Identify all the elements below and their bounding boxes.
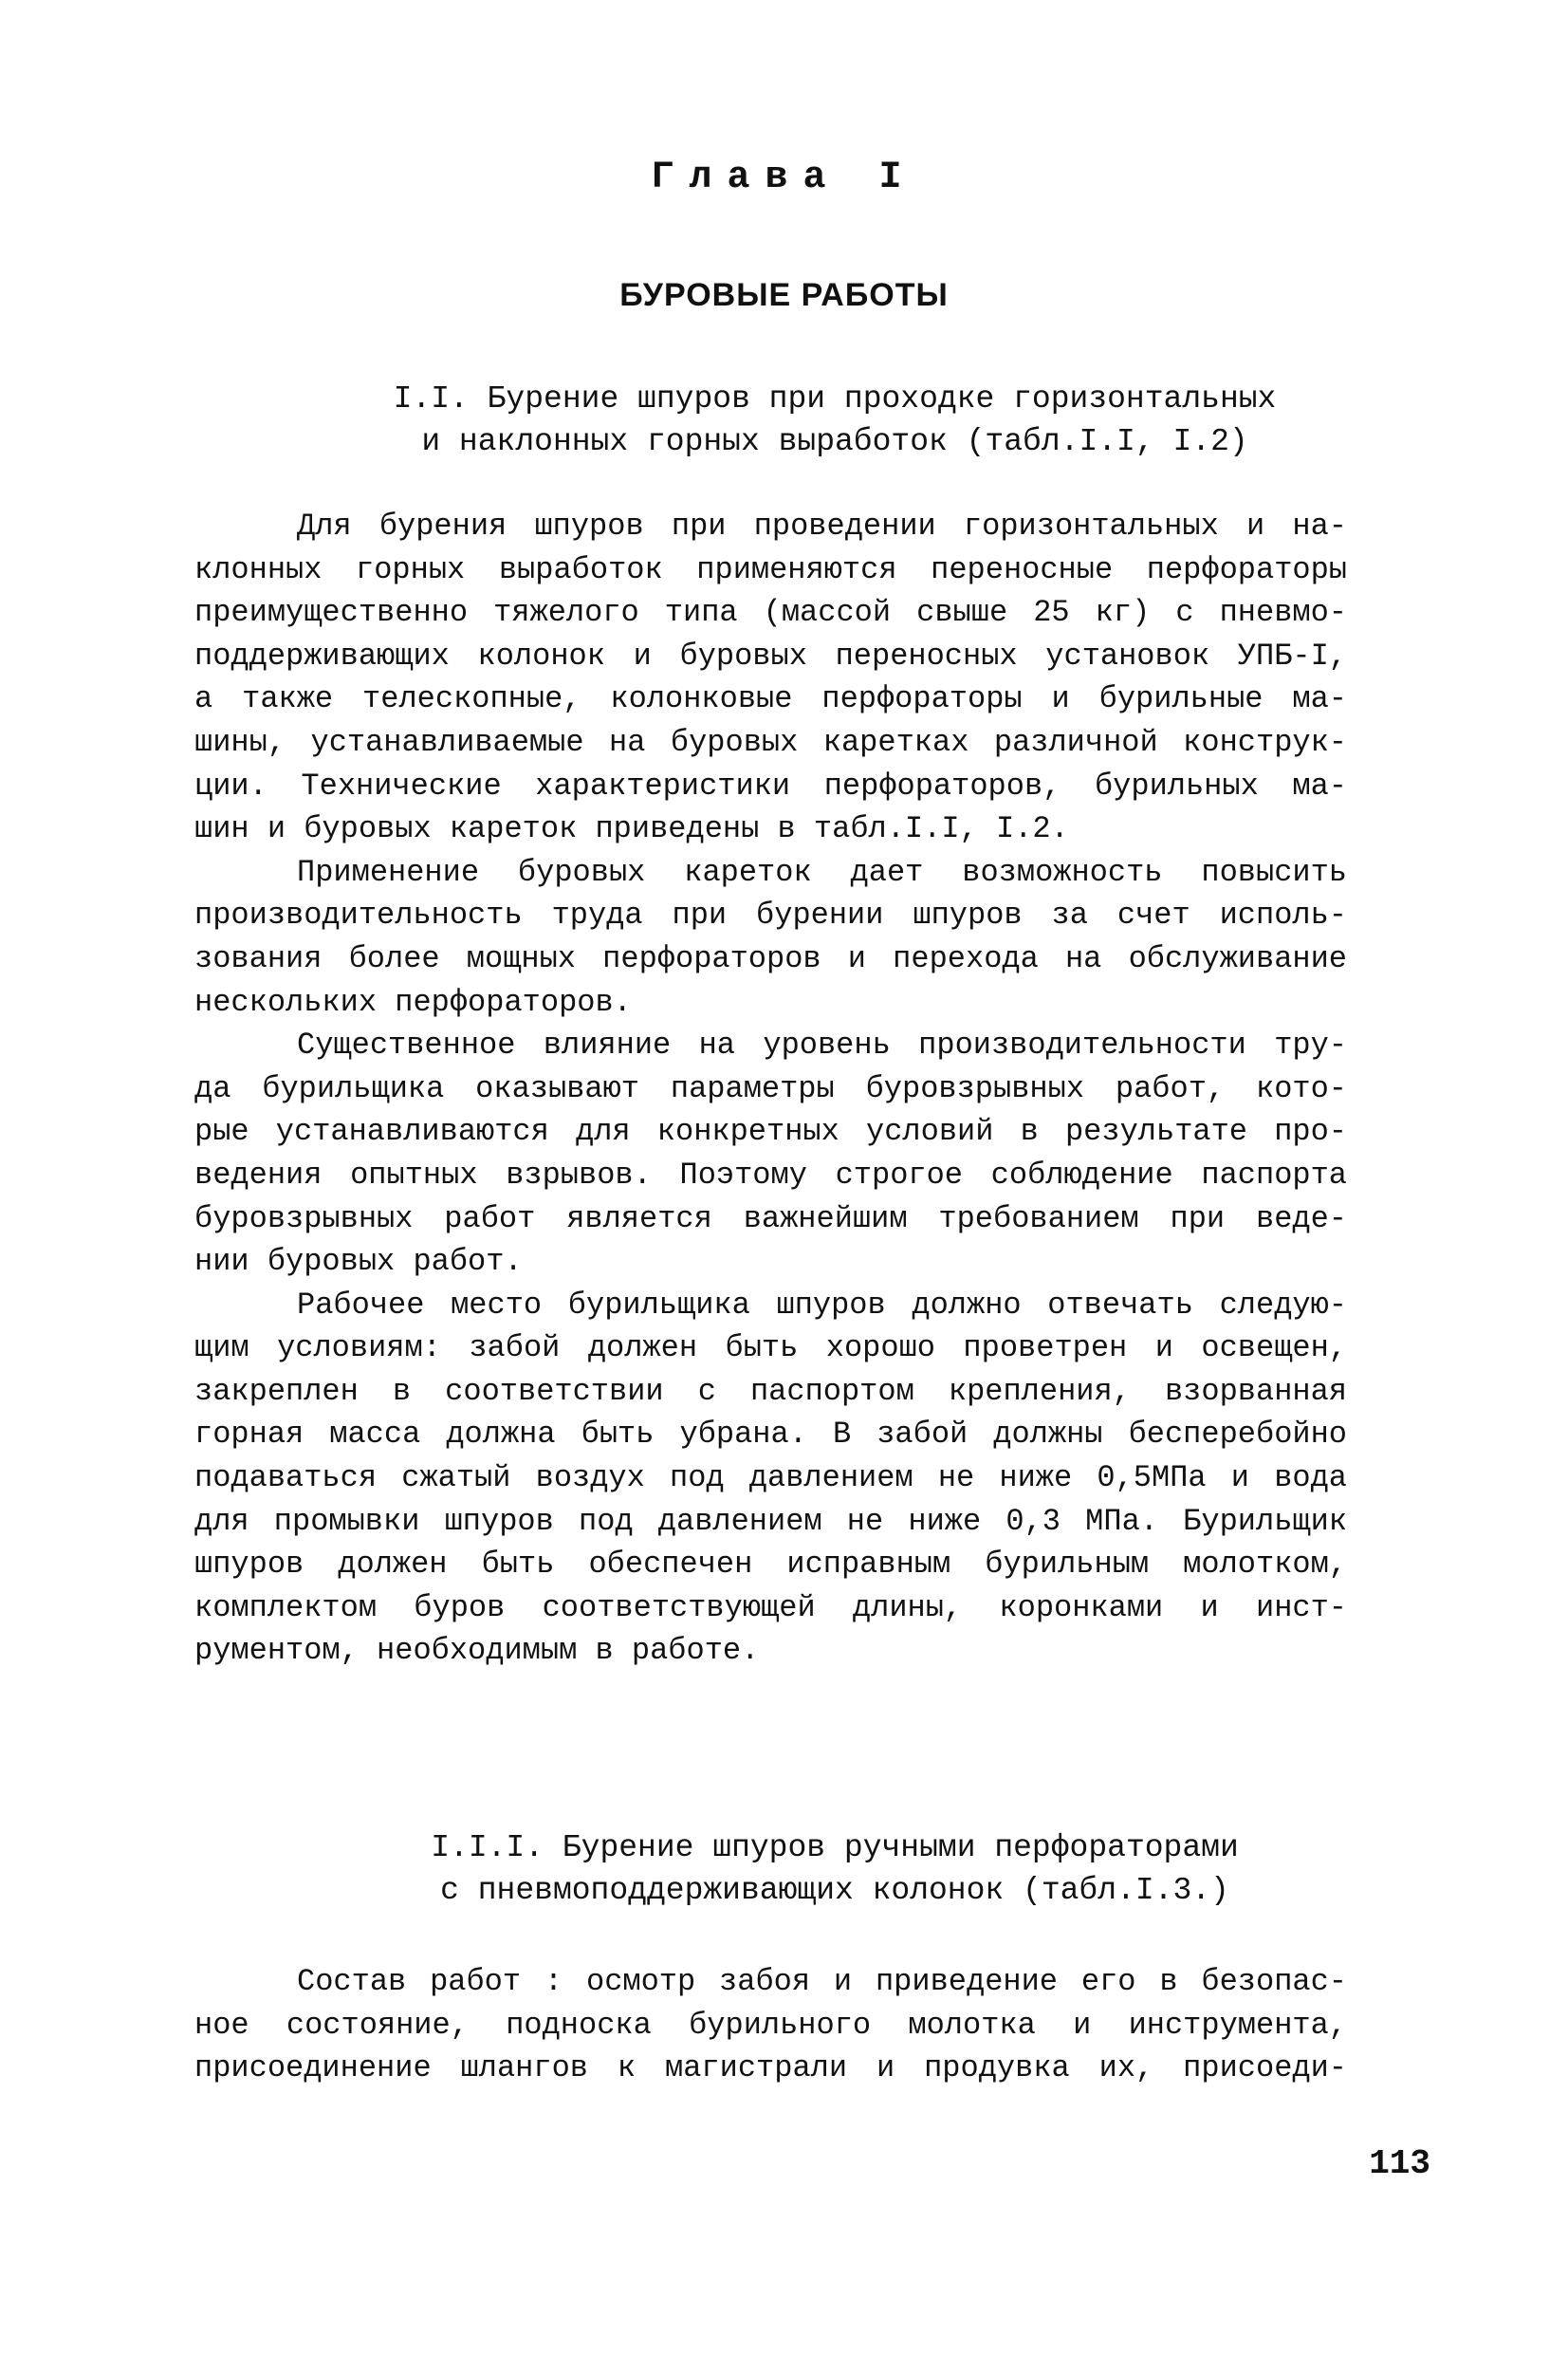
text-line: Существенное влияние на уровень производительности тру- <box>297 1028 1347 1064</box>
text-line: присоединение шлангов к магистрали и продувка их, присоеди- <box>194 2050 1347 2086</box>
text-line: Рабочее место бурильщика шпуров должно отвечать следую- <box>297 1287 1347 1323</box>
text-line: производительность труда при бурении шпуров за счет исполь- <box>194 898 1347 934</box>
subsection-1-line-2: и наклонных горных выработок (табл.I.I, I.2) <box>421 424 1248 459</box>
text-line: для промывки шпуров под давлением не ниже 0,3 МПа. Бурильщик <box>194 1503 1347 1539</box>
text-line: поддерживающих колонок и буровых переносных установок УПБ-I, <box>194 638 1347 674</box>
chapter-title: Глава I <box>651 157 917 199</box>
text-line: шин и буровых кареток приведены в табл.I.I, I.2. <box>194 811 1069 847</box>
text-line: комплектом буров соответствующей длины, коронками и инст- <box>194 1589 1347 1625</box>
text-line: подаваться сжатый воздух под давлением не ниже 0,5МПа и вода <box>194 1460 1347 1496</box>
text-line: нескольких перфораторов. <box>194 984 632 1020</box>
subsection-heading-2 <box>142 1826 1527 1912</box>
text-line: шпуров должен быть обеспечен исправным бурильным молотком, <box>194 1547 1347 1583</box>
body-text-block-2 <box>194 1960 1347 2090</box>
text-line: буровзрывных работ является важнейшим требованием при веде- <box>194 1200 1347 1236</box>
text-line: щим условиям: забой должен быть хорошо проветрен и освещен, <box>194 1330 1347 1366</box>
text-line: рые устанавливаются для конкретных условий в результате про- <box>194 1114 1347 1150</box>
text-line: да бурильщика оказывают параметры буровзрывных работ, кото- <box>194 1070 1347 1106</box>
text-line: Для бурения шпуров при проведении горизонтальных и на- <box>297 509 1347 544</box>
text-line: закреплен в соответствии с паспортом крепления, взорванная <box>194 1373 1347 1409</box>
text-line: рументом, необходимым в работе. <box>194 1633 760 1669</box>
text-line: нии буровых работ. <box>194 1244 523 1280</box>
text-line: ное состояние, подноска бурильного молотка и инструмента, <box>194 2007 1347 2043</box>
text-line: а также телескопные, колонковые перфораторы и бурильные ма- <box>194 681 1347 717</box>
section-heading: БУРОВЫЕ РАБОТЫ <box>619 277 949 313</box>
subsection-1-line-1: I.I. Бурение шпуров при проходке горизонтальных <box>393 381 1277 417</box>
subsection-heading-1 <box>142 378 1527 463</box>
text-line: клонных горных выработок применяются переносные перфораторы <box>194 551 1347 587</box>
text-line: ции. Технические характеристики перфораторов, бурильных ма- <box>194 768 1347 804</box>
subsection-2-line-2: с пневмоподдерживающих колонок (табл.I.3.) <box>440 1873 1229 1908</box>
subsection-2-line-1: I.I.I. Бурение шпуров ручными перфораторами <box>431 1830 1239 1865</box>
text-line: Применение буровых кареток дает возможность повысить <box>297 854 1347 890</box>
text-line: шины, устанавливаемые на буровых каретках различной конструк- <box>194 724 1347 760</box>
body-text-block-1 <box>194 505 1347 1673</box>
page-number: 113 <box>1369 2144 1430 2183</box>
text-line: ведения опытных взрывов. Поэтому строгое соблюдение паспорта <box>194 1157 1347 1193</box>
text-line: зования более мощных перфораторов и перехода на обслуживание <box>194 940 1347 976</box>
text-line: Состав работ : осмотр забоя и приведение его в безопас- <box>297 1964 1347 1999</box>
text-line: преимущественно тяжелого типа (массой свыше 25 кг) с пневмо- <box>194 595 1347 631</box>
text-line: горная масса должна быть убрана. В забой должны бесперебойно <box>194 1417 1347 1453</box>
